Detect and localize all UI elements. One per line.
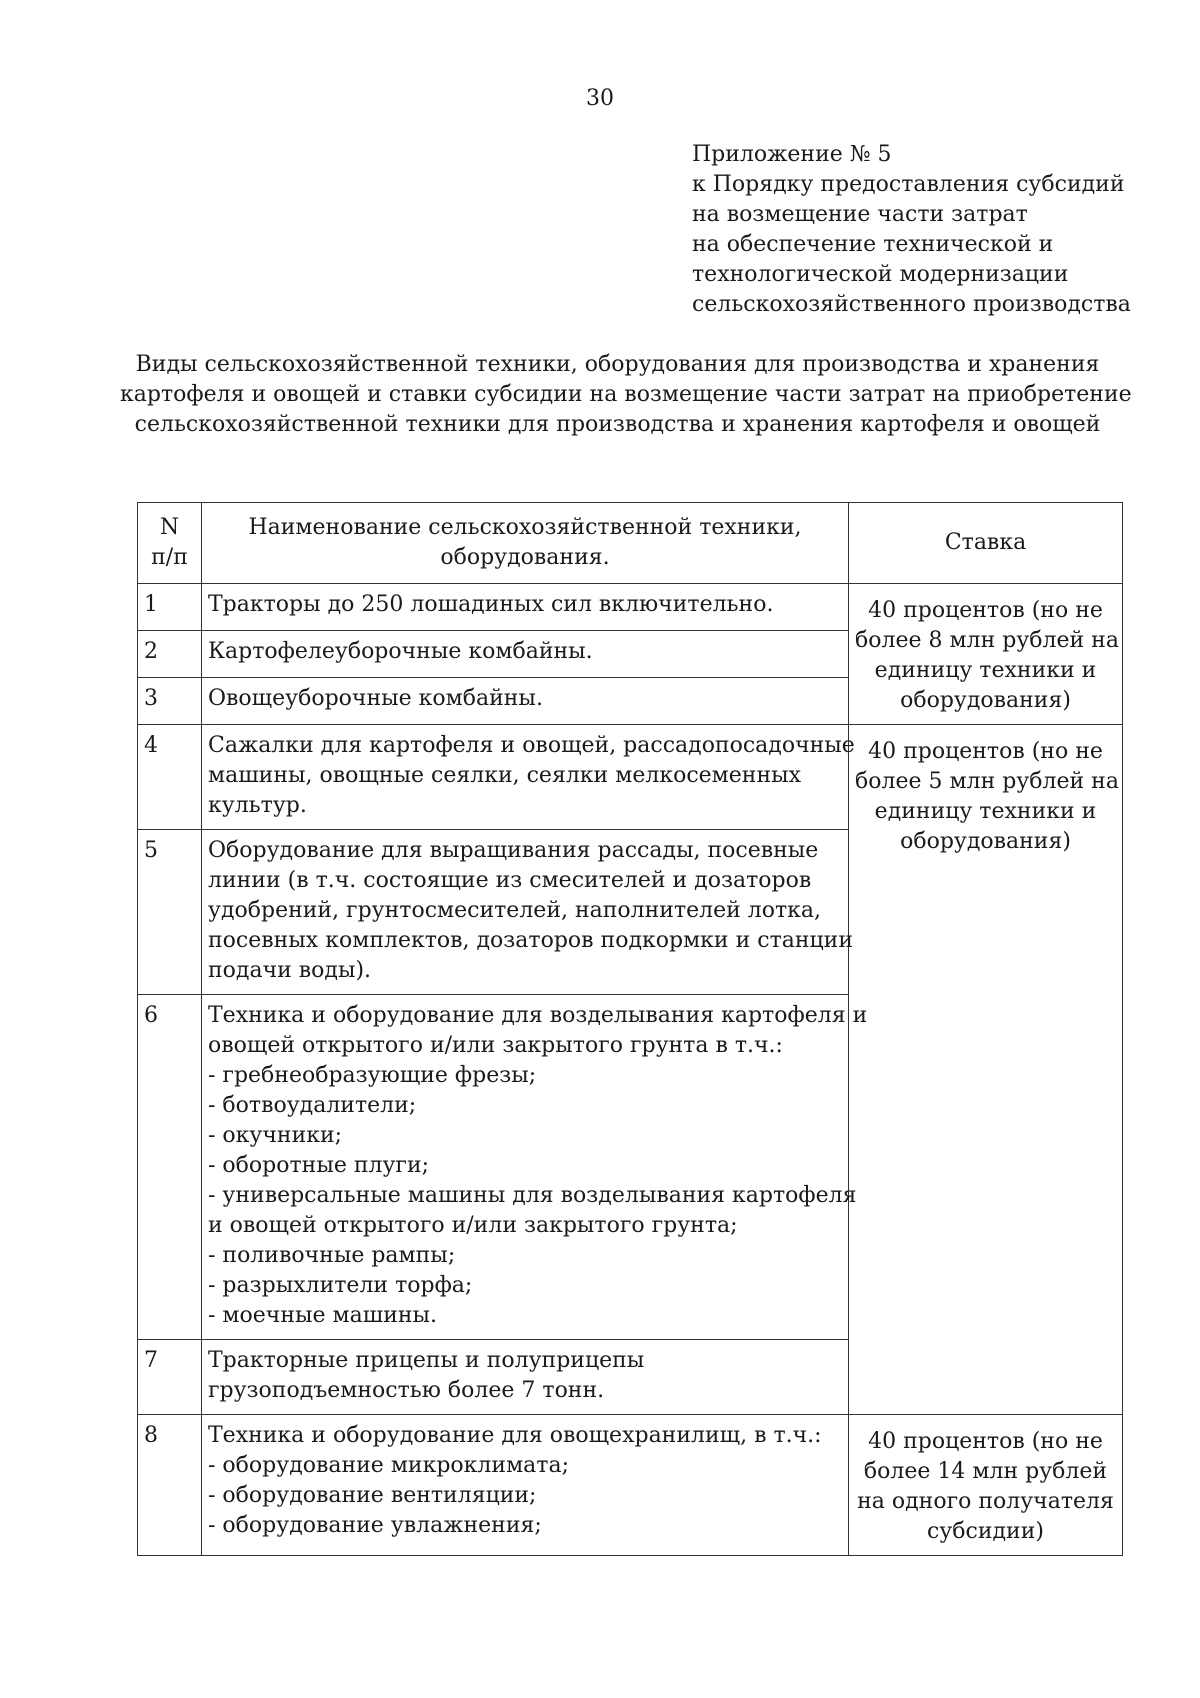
row-number: 1 — [138, 584, 202, 631]
row-number: 3 — [138, 678, 202, 725]
table-row — [138, 1415, 1123, 1556]
appendix-line: Приложение № 5 — [692, 142, 892, 167]
page-number: 30 — [586, 86, 614, 111]
appendix-note — [692, 140, 1172, 320]
rate-cell: 40 процентов (но не более 5 млн рублей на единицу техники и оборудования) — [849, 725, 1123, 1415]
appendix-line: на обеспечение технической и — [692, 232, 1054, 257]
row-number: 7 — [138, 1340, 202, 1415]
row-name: Овощеуборочные комбайны. — [202, 678, 849, 725]
rate-cell: 40 процентов (но не более 8 млн рублей на единицу техники и оборудования) — [849, 584, 1123, 725]
appendix-line: технологической модернизации — [692, 262, 1069, 287]
table-header-row — [138, 503, 1123, 584]
row-name: Сажалки для картофеля и овощей, рассадопосадочные машины, овощные сеялки, сеялки мелкосеменных культур. — [202, 725, 849, 830]
row-name: Оборудование для выращивания рассады, посевные линии (в т.ч. состоящие из смесителей и дозаторов удобрений, грунтосмесителей, наполнителей лотка, посевных комплектов, дозаторов подкормки и станции подачи воды). — [202, 830, 849, 995]
appendix-line: к Порядку предоставления субсидий — [692, 172, 1125, 197]
row-number: 5 — [138, 830, 202, 995]
title-line: картофеля и овощей и ставки субсидии на возмещение части затрат на приобретение — [120, 382, 1132, 407]
row-number: 4 — [138, 725, 202, 830]
row-name: Техника и оборудование для овощехранилищ, в т.ч.: - оборудование микроклимата; - оборудование вентиляции; - оборудование увлажнения; — [202, 1415, 849, 1556]
title-line: Виды сельскохозяйственной техники, оборудования для производства и хранения — [135, 352, 1100, 377]
row-name: Техника и оборудование для возделывания картофеля и овощей открытого и/или закрытого грунта в т.ч.: - гребнеобразующие фрезы; - ботвоудалители; - окучники; - оборотные плуги; - универсальные машины для возделывания картофеля и овощей открытого и/или закрытого грунта; - поливочные рампы; - разрыхлители торфа; - моечные машины. — [202, 995, 849, 1340]
title-line: сельскохозяйственной техники для производства и хранения картофеля и овощей — [134, 412, 1101, 437]
table-row — [138, 584, 1123, 631]
header-rate: Ставка — [849, 503, 1123, 584]
row-name: Тракторные прицепы и полуприцепы грузоподъемностью более 7 тонн. — [202, 1340, 849, 1415]
document-title — [120, 350, 1132, 440]
row-name: Картофелеуборочные комбайны. — [202, 631, 849, 678]
rate-cell: 40 процентов (но не более 14 млн рублей на одного получателя субсидии) — [849, 1415, 1123, 1556]
appendix-line: на возмещение части затрат — [692, 202, 1028, 227]
row-name: Тракторы до 250 лошадиных сил включительно. — [202, 584, 849, 631]
row-number: 2 — [138, 631, 202, 678]
row-number: 8 — [138, 1415, 202, 1556]
header-name: Наименование сельскохозяйственной техники, оборудования. — [202, 503, 849, 584]
header-number: N п/п — [138, 503, 202, 584]
row-number: 6 — [138, 995, 202, 1340]
appendix-line: сельскохозяйственного производства — [692, 292, 1131, 317]
subsidy-rates-table — [137, 502, 1123, 1556]
table-row — [138, 725, 1123, 830]
